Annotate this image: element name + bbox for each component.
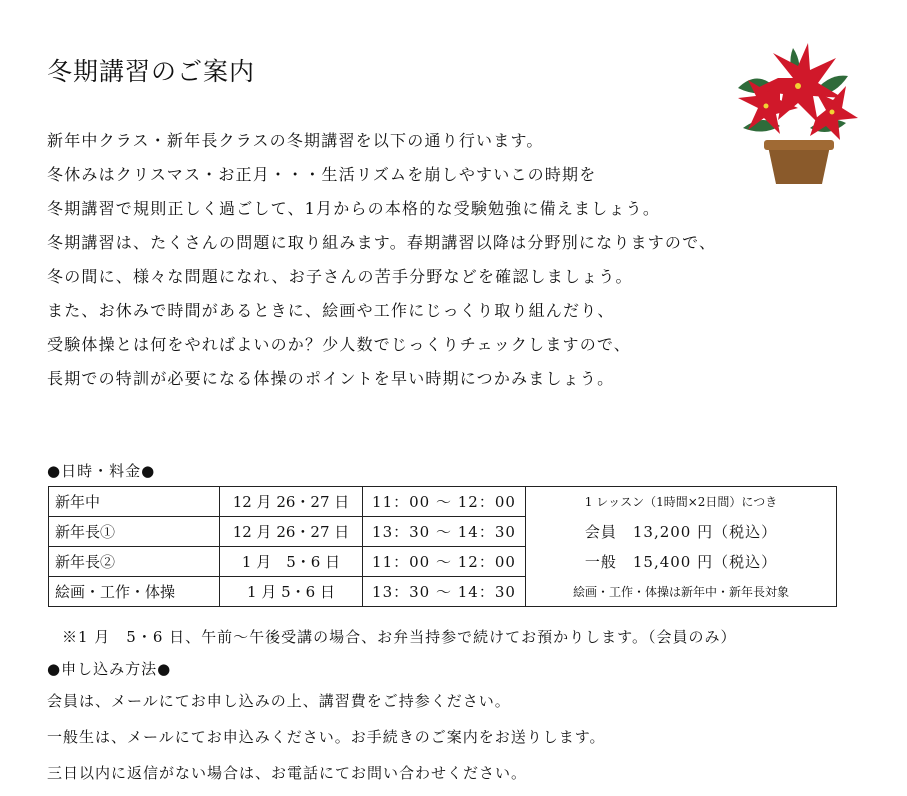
intro-line: 冬休みはクリスマス・お正月・・・生活リズムを崩しやすいこの時期を xyxy=(47,165,597,184)
time-cell: 11：00 ～ 12：00 xyxy=(363,547,526,577)
intro-line: 冬期講習は、たくさんの問題に取り組みます。春期講習以降は分野別になりますので、 xyxy=(47,233,717,252)
intro-line: 冬の間に、様々な問題になれ、お子さんの苦手分野などを確認しましょう。 xyxy=(47,267,633,286)
apply-line: 三日以内に返信がない場合は、お電話にてお問い合わせください。 xyxy=(47,764,528,782)
intro-paragraph xyxy=(47,128,716,400)
class-cell: 新年長② xyxy=(49,547,220,577)
class-cell: 新年長① xyxy=(49,517,220,547)
table-row xyxy=(49,577,837,607)
table-row xyxy=(49,547,837,577)
poinsettia-illustration xyxy=(718,28,868,188)
lunch-note: ※1 月 5・6 日、午前～午後受講の場合、お弁当持参で続けてお預かりします。（会員のみ） xyxy=(62,628,737,646)
apply-line: 会員は、メールにてお申し込みの上、講習費をご持参ください。 xyxy=(47,692,511,710)
date-cell: 1 月 5・6 日 xyxy=(220,577,363,607)
date-cell: 12 月 26・27 日 xyxy=(220,487,363,517)
intro-line: 冬期講習で規則正しく過ごして、1月からの本格的な受験勉強に備えましょう。 xyxy=(47,199,661,218)
intro-line: また、お休みで時間があるときに、絵画や工作にじっくり取り組んだり、 xyxy=(47,301,615,320)
time-cell: 13：30 ～ 14：30 xyxy=(363,517,526,547)
fee-unit-cell: 1 レッスン（1時間×2日間）につき xyxy=(526,487,837,517)
time-cell: 11：00 ～ 12：00 xyxy=(363,487,526,517)
schedule-heading: ●日時・料金● xyxy=(47,462,156,480)
member-fee-cell: 会員 13,200 円（税込） xyxy=(526,517,837,547)
apply-line: 一般生は、メールにてお申込みください。お手続きのご案内をお送りします。 xyxy=(47,728,606,746)
class-cell: 絵画・工作・体操 xyxy=(49,577,220,607)
time-cell: 13：30 ～ 14：30 xyxy=(363,577,526,607)
intro-line: 長期での特訓が必要になる体操のポイントを早い時期につかみましょう。 xyxy=(47,369,615,388)
class-cell: 新年中 xyxy=(49,487,220,517)
date-cell: 1 月 5・6 日 xyxy=(220,547,363,577)
apply-instructions xyxy=(47,688,606,796)
schedule-table xyxy=(48,486,837,607)
page-title: 冬期講習のご案内 xyxy=(47,57,256,86)
table-row xyxy=(49,517,837,547)
apply-heading: ●申し込み方法● xyxy=(47,660,172,678)
general-fee-cell: 一般 15,400 円（税込） xyxy=(526,547,837,577)
intro-line: 受験体操とは何をやればよいのか？少人数でじっくりチェックしますので、 xyxy=(47,335,632,354)
target-note-cell: 絵画・工作・体操は新年中・新年長対象 xyxy=(526,577,837,607)
date-cell: 12 月 26・27 日 xyxy=(220,517,363,547)
table-row xyxy=(49,487,837,517)
intro-line: 新年中クラス・新年長クラスの冬期講習を以下の通り行います。 xyxy=(47,131,544,150)
